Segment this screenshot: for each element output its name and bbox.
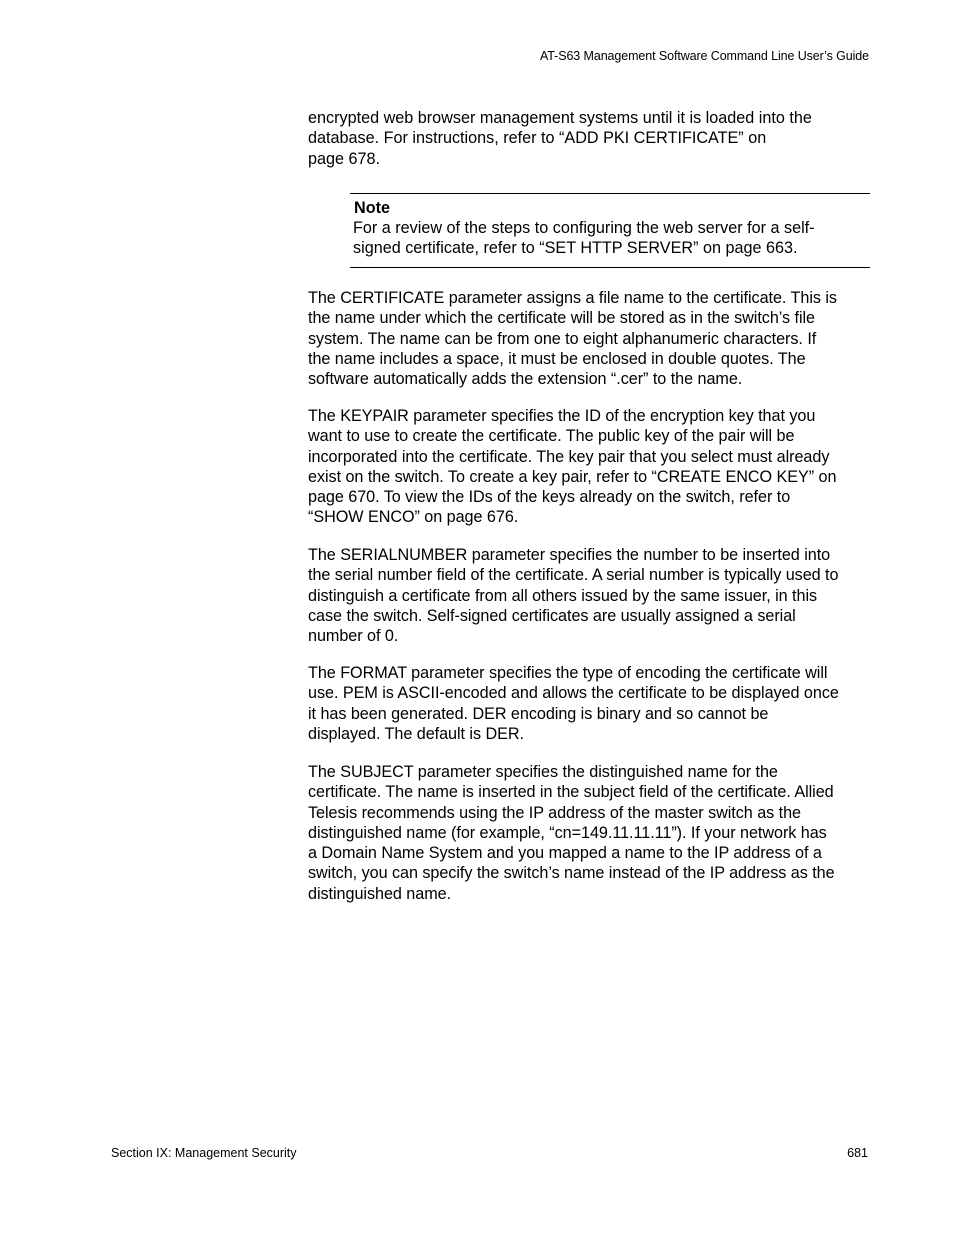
running-header: AT-S63 Management Software Command Line User’s Guide	[540, 49, 869, 63]
note-box	[350, 193, 870, 268]
note-text: For a review of the steps to configuring the web server for a self- signed certificate, refer to “SET HTTP SERVER” on page 663.	[353, 219, 815, 258]
format-paragraph: The FORMAT parameter specifies the type of encoding the certificate will use. PEM is ASCII-encoded and allows the certificate to be displayed once it has been generated. DER encoding is binary and so cannot be displayed. The default is DER.	[308, 664, 839, 743]
subject-paragraph: The SUBJECT parameter specifies the distinguished name for the certificate. The name is inserted in the subject field of the certificate. Allied Telesis recommends using the IP address of the master switch as the distinguished name (for example, “cn=149.11.11.11”). If your network has a Domain Name System and you mapped a name to the IP address of a switch, you can specify the switch’s name instead of the IP address as the distinguished name.	[308, 763, 835, 903]
serialnumber-paragraph: The SERIALNUMBER parameter specifies the number to be inserted into the serial number field of the certificate. A serial number is typically used to distinguish a certificate from all others issued by the same issuer, in this case the switch. Self-signed certificates are usually assigned a serial number of 0.	[308, 546, 839, 646]
footer-section: Section IX: Management Security	[111, 1146, 297, 1160]
note-title: Note	[354, 199, 390, 217]
intro-paragraph: encrypted web browser management systems until it is loaded into the database. For instructions, refer to “ADD PKI CERTIFICATE” on page 678.	[308, 109, 812, 168]
certificate-paragraph: The CERTIFICATE parameter assigns a file name to the certificate. This is the name under which the certificate will be stored as in the switch’s file system. The name can be from one to eight alphanumeric characters. If the name includes a space, it must be enclosed in double quotes. The software automatically adds the extension “.cer” to the name.	[308, 289, 837, 389]
keypair-paragraph: The KEYPAIR parameter specifies the ID of the encryption key that you want to use to create the certificate. The public key of the pair will be incorporated into the certificate. The key pair that you select must already exist on the switch. To create a key pair, refer to “CREATE ENCO KEY” on page 670. To view the IDs of the keys already on the switch, refer to “SHOW ENCO” on page 676.	[308, 407, 837, 527]
page-number: 681	[847, 1146, 868, 1160]
